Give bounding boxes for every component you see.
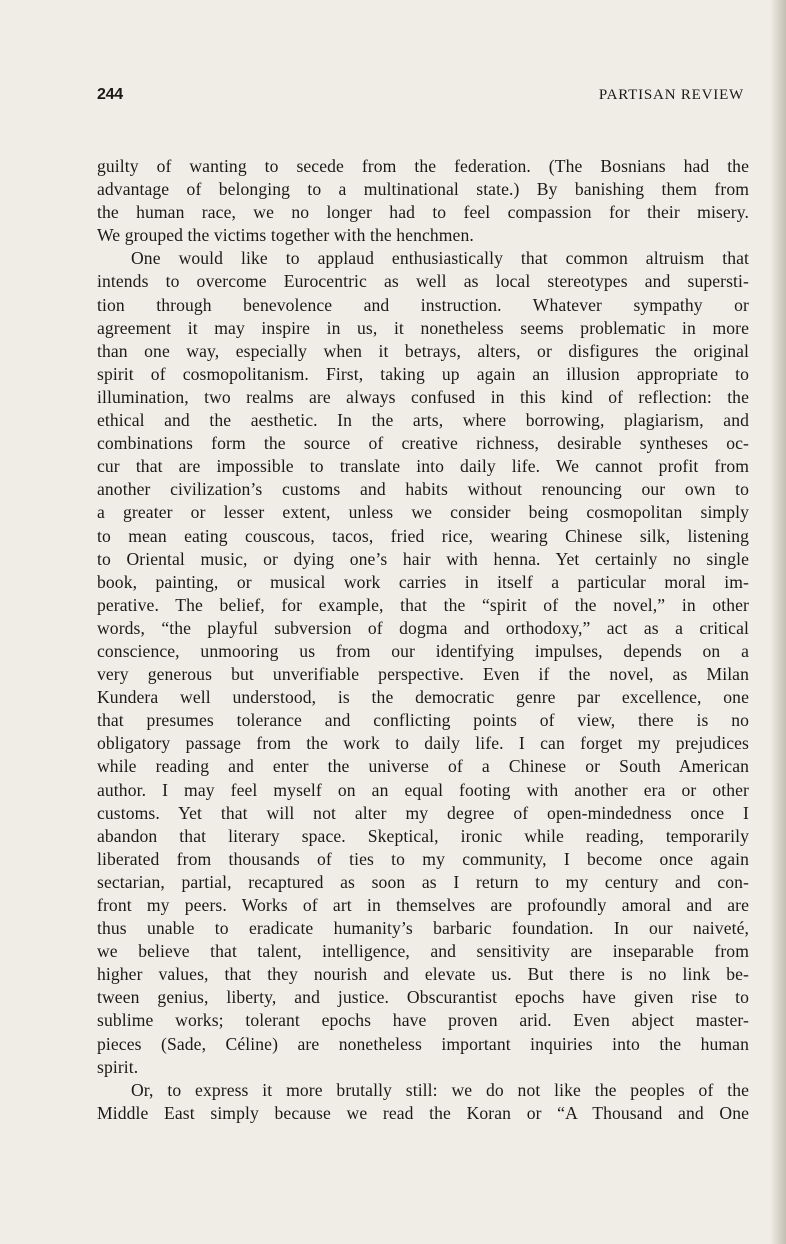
text-line: higher values, that they nourish and elevate us. But there is no link be- bbox=[97, 964, 749, 985]
running-head: PARTISAN REVIEW bbox=[598, 87, 744, 103]
text-line: to Oriental music, or dying one’s hair with henna. Yet certainly no single bbox=[97, 548, 749, 569]
text-line: Kundera well understood, is the democratic genre par excellence, one bbox=[97, 687, 749, 708]
text-line: advantage of belonging to a multinational state.) By banishing them from bbox=[97, 179, 749, 200]
text-line: conscience, unmooring us from our identifying impulses, depends on a bbox=[97, 640, 749, 661]
text-line: thus unable to eradicate humanity’s barbaric foundation. In our naiveté, bbox=[97, 918, 749, 939]
body-text bbox=[97, 155, 749, 1125]
text-line: the human race, we no longer had to feel compassion for their misery. bbox=[97, 202, 749, 223]
text-line: ethical and the aesthetic. In the arts, where borrowing, plagiarism, and bbox=[97, 410, 749, 431]
text-line: while reading and enter the universe of a Chinese or South American bbox=[97, 756, 749, 777]
text-line: liberated from thousands of ties to my community, I become once again bbox=[97, 848, 749, 869]
text-line: cur that are impossible to translate into daily life. We cannot profit from bbox=[97, 456, 749, 477]
text-line: Or, to express it more brutally still: we do not like the peoples of the bbox=[131, 1079, 749, 1100]
text-line: tween genius, liberty, and justice. Obscurantist epochs have given rise to bbox=[97, 987, 749, 1008]
text-line: combinations form the source of creative richness, desirable syntheses oc- bbox=[97, 433, 749, 454]
text-line: illumination, two realms are always confused in this kind of reflection: the bbox=[97, 386, 749, 407]
text-line: agreement it may inspire in us, it nonetheless seems problematic in more bbox=[97, 317, 749, 338]
text-line: to mean eating couscous, tacos, fried rice, wearing Chinese silk, listening bbox=[97, 525, 749, 546]
text-line: intends to overcome Eurocentric as well as local stereotypes and supersti- bbox=[97, 271, 749, 292]
text-line: spirit of cosmopolitanism. First, taking up again an illusion appropriate to bbox=[97, 363, 749, 384]
text-line: One would like to applaud enthusiastically that common altruism that bbox=[131, 248, 749, 269]
text-line: very generous but unverifiable perspective. Even if the novel, as Milan bbox=[97, 664, 749, 685]
text-line: we believe that talent, intelligence, and sensitivity are inseparable from bbox=[97, 941, 749, 962]
text-line: sectarian, partial, recaptured as soon as I return to my century and con- bbox=[97, 871, 749, 892]
text-line: tion through benevolence and instruction. Whatever sympathy or bbox=[97, 294, 749, 315]
text-line: We grouped the victims together with the henchmen. bbox=[97, 225, 474, 246]
text-line: front my peers. Works of art in themselves are profoundly amoral and are bbox=[97, 895, 749, 915]
text-line: words, “the playful subversion of dogma and orthodoxy,” act as a critical bbox=[97, 617, 749, 638]
text-line: spirit. bbox=[97, 1056, 139, 1077]
text-line: a greater or lesser extent, unless we consider being cosmopolitan simply bbox=[97, 502, 749, 523]
text-line: obligatory passage from the work to daily life. I can forget my prejudices bbox=[97, 733, 749, 754]
text-line: book, painting, or musical work carries in itself a particular moral im- bbox=[97, 571, 749, 592]
text-line: sublime works; tolerant epochs have proven arid. Even abject master- bbox=[97, 1010, 749, 1031]
text-line: author. I may feel myself on an equal footing with another era or other bbox=[97, 779, 749, 800]
page-header bbox=[97, 84, 744, 106]
text-line: customs. Yet that will not alter my degree of open-mindedness once I bbox=[97, 802, 749, 823]
page-number: 244 bbox=[97, 86, 123, 103]
text-line: Middle East simply because we read the Koran or “A Thousand and One bbox=[97, 1102, 749, 1123]
text-line: guilty of wanting to secede from the federation. (The Bosnians had the bbox=[97, 156, 749, 176]
text-line: that presumes tolerance and conflicting points of view, there is no bbox=[97, 710, 749, 731]
text-line: pieces (Sade, Céline) are nonetheless important inquiries into the human bbox=[97, 1033, 749, 1054]
text-line: another civilization’s customs and habits without renouncing our own to bbox=[97, 479, 749, 500]
text-line: than one way, especially when it betrays, alters, or disfigures the original bbox=[97, 340, 749, 361]
text-line: abandon that literary space. Skeptical, ironic while reading, temporarily bbox=[97, 825, 749, 846]
text-line: perative. The belief, for example, that the “spirit of the novel,” in other bbox=[97, 594, 749, 615]
page-edge-shadow bbox=[770, 0, 786, 1244]
